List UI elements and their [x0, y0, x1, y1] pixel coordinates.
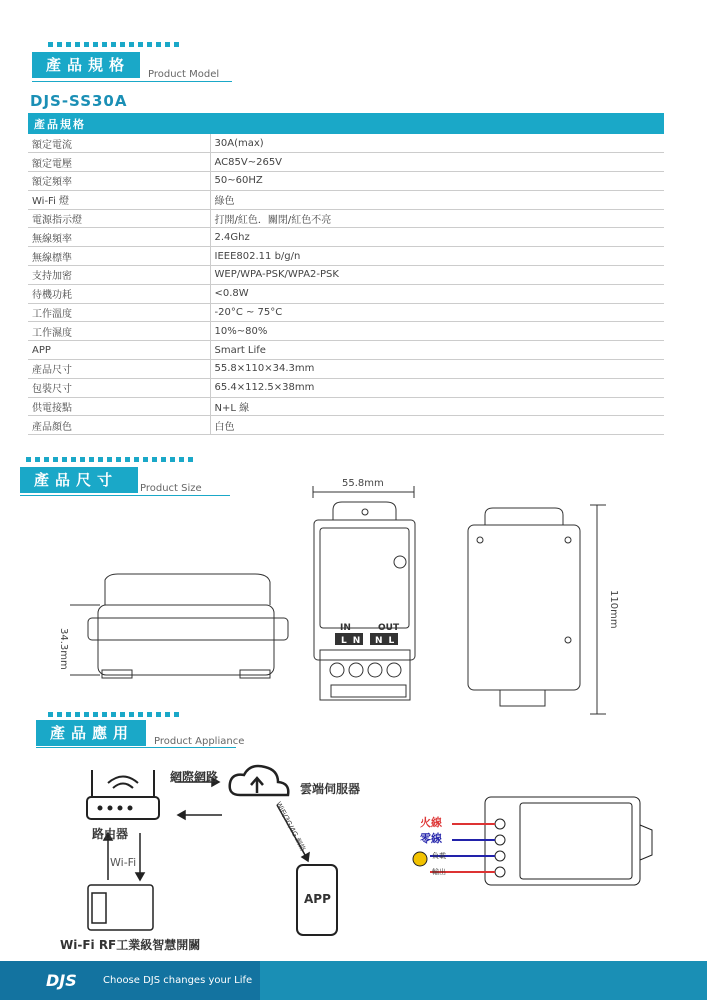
- spec-key: 額定電壓: [28, 153, 210, 172]
- cloud-icon: [230, 766, 289, 795]
- spec-row: [28, 172, 664, 191]
- spec-key: 包裝尺寸: [28, 378, 210, 397]
- internet-label: 網際網路: [170, 770, 219, 784]
- spec-value: <0.8W: [210, 284, 664, 303]
- app-label: APP: [304, 892, 331, 906]
- dim-depth-label: 34.3mm: [58, 628, 69, 670]
- spec-row: [28, 247, 664, 266]
- back-view: [468, 505, 606, 714]
- wifi-label: Wi-Fi: [110, 856, 137, 869]
- terminal-in-label: LN: [341, 636, 367, 646]
- spec-value: IEEE802.11 b/g/n: [210, 247, 664, 266]
- decor-dots: [48, 712, 179, 717]
- decor-dots: [48, 42, 179, 47]
- output-label: 輸出: [432, 868, 446, 876]
- divider: [32, 81, 232, 82]
- section-subtitle-size: Product Size: [140, 483, 202, 494]
- spec-value: 65.4×112.5×38mm: [210, 378, 664, 397]
- spec-key: 電源指示燈: [28, 209, 210, 228]
- router-label: 路由器: [92, 827, 129, 841]
- bulb-icon: [413, 852, 427, 866]
- switch-label: Wi-Fi RF工業級智慧開關: [60, 938, 201, 952]
- spec-key: 產品顏色: [28, 416, 210, 435]
- spec-row: [28, 397, 664, 416]
- spec-row: [28, 284, 664, 303]
- section-subtitle-app: Product Appliance: [154, 736, 245, 747]
- dim-width-label: 55.8mm: [342, 478, 384, 489]
- spec-value: 50~60HZ: [210, 172, 664, 191]
- spec-value: 55.8×110×34.3mm: [210, 360, 664, 379]
- load-label: 負載: [432, 852, 446, 860]
- spec-key: 工作濕度: [28, 322, 210, 341]
- spec-key: 待機功耗: [28, 284, 210, 303]
- spec-value: 白色: [210, 416, 664, 435]
- switch-device-icon: [88, 885, 153, 930]
- spec-key: 供電接點: [28, 397, 210, 416]
- spec-row: [28, 228, 664, 247]
- spec-key: 無線頻率: [28, 228, 210, 247]
- in-label: IN: [340, 623, 351, 633]
- front-view: [313, 486, 415, 700]
- spec-key: 工作溫度: [28, 303, 210, 322]
- spec-key: 額定頻率: [28, 172, 210, 191]
- footer-slogan: Choose DJS changes your Life: [103, 975, 253, 986]
- dimension-drawing: [0, 470, 707, 720]
- spec-value: 2.4Ghz: [210, 228, 664, 247]
- section-subtitle-spec: Product Model: [148, 69, 220, 80]
- spec-key: APP: [28, 341, 210, 360]
- cloud-label: 雲端伺服器: [300, 782, 361, 796]
- section-title-spec: 產品規格: [32, 52, 140, 78]
- live-wire-label: 火線: [420, 816, 442, 829]
- spec-key: 額定電流: [28, 134, 210, 153]
- spec-value: 10%~80%: [210, 322, 664, 341]
- spec-value: Smart Life: [210, 341, 664, 360]
- spec-value: -20°C ~ 75°C: [210, 303, 664, 322]
- wiring-device: [485, 797, 652, 885]
- model-name: DJS-SS30A: [30, 92, 128, 110]
- spec-value: 30A(max): [210, 134, 664, 153]
- side-view: [70, 574, 288, 678]
- divider: [36, 747, 236, 748]
- spec-row: [28, 303, 664, 322]
- spec-key: 支持加密: [28, 266, 210, 285]
- out-label: OUT: [378, 623, 400, 633]
- spec-row: [28, 190, 664, 209]
- section-title-size: 產品尺寸: [20, 467, 138, 493]
- spec-row: [28, 266, 664, 285]
- spec-row: [28, 416, 664, 435]
- terminal-out-label: NL: [375, 636, 401, 646]
- spec-value: 綠色: [210, 190, 664, 209]
- spec-value: WEP/WPA-PSK/WPA2-PSK: [210, 266, 664, 285]
- spec-row: [28, 378, 664, 397]
- spec-key: 無線標準: [28, 247, 210, 266]
- decor-dots: [26, 457, 193, 462]
- spec-row: [28, 360, 664, 379]
- spec-value: N+L 線: [210, 397, 664, 416]
- footer-logo: DJS: [46, 971, 77, 990]
- spec-row: [28, 153, 664, 172]
- spec-row: [28, 322, 664, 341]
- section-title-app: 產品應用: [36, 720, 146, 746]
- spec-key: Wi-Fi 燈: [28, 190, 210, 209]
- spec-table: [28, 113, 664, 435]
- spec-value: AC85V~265V: [210, 153, 664, 172]
- dim-height-label: 110mm: [608, 590, 619, 629]
- spec-row: [28, 341, 664, 360]
- router-icon: [87, 770, 159, 819]
- spec-value: 打開/紅色．關閉/紅色不亮: [210, 209, 664, 228]
- spec-key: 產品尺寸: [28, 360, 210, 379]
- spec-row: [28, 134, 664, 153]
- network-label: WiFi/3G/4G 網絡: [274, 800, 307, 853]
- spec-row: [28, 209, 664, 228]
- spec-table-header: 產品規格: [28, 113, 664, 134]
- neutral-wire-label: 零線: [420, 832, 442, 845]
